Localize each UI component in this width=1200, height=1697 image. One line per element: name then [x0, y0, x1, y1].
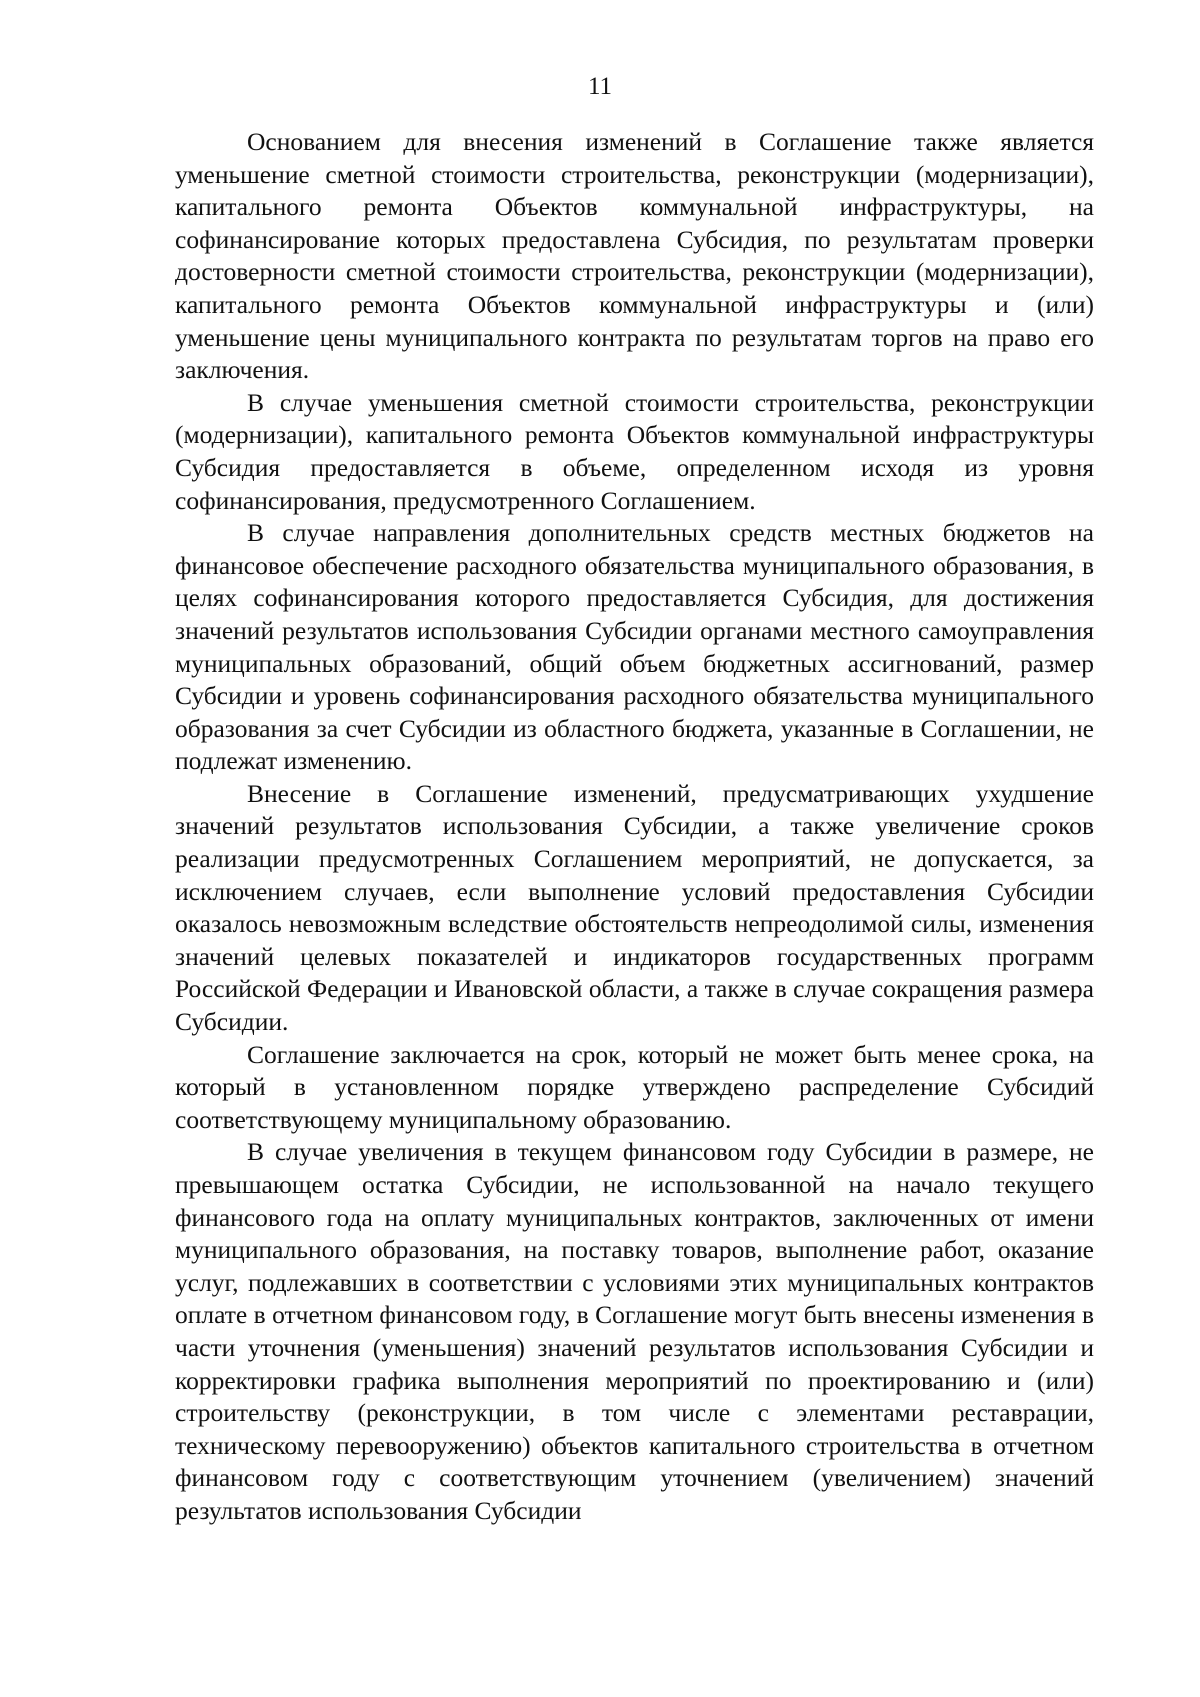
paragraph-amendment-basis: Основанием для внесения изменений в Соглашение также является уменьшение сметной стоимости строительства, реконструкции (модернизации), капитального ремонта Объектов коммунальной инфраструктуры, на софинансирование которых предоставлена Субсидия, по результатам проверки достоверности сметной стоимости строительства, реконструкции (модернизации), капитального ремонта Объектов коммунальной инфраструктуры и (или) уменьшение цены муниципального контракта по результатам торгов на право его заключения. [175, 127, 1094, 385]
paragraph-additional-funds: В случае направления дополнительных средств местных бюджетов на финансовое обеспечение расходного обязательства муниципального образования, в целях софинансирования которого предоставляется Субсидия, для достижения значений результатов использования Субсидии органами местного самоуправления муниципальных образований, общий объем бюджетных ассигнований, размер Субсидии и уровень софинансирования расходного обязательства муниципального образования за счет Субсидии из областного бюджета, указанные в Соглашении, не подлежат изменению. [175, 518, 1094, 776]
paragraph-subsidy-increase: В случае увеличения в текущем финансовом году Субсидии в размере, не превышающем остатка Субсидии, не использованной на начало текущего финансового года на оплату муниципальных контрактов, заключенных от имени муниципального образования, на поставку товаров, выполнение работ, оказание услуг, подлежавших в соответствии с условиями этих муниципальных контрактов оплате в отчетном финансовом году, в Соглашение могут быть внесены изменения в части уточнения (уменьшения) значений результатов использования Субсидии и корректировки графика выполнения мероприятий по проектированию и (или) строительству (реконструкции, в том числе с элементами реставрации, техническому перевооружению) объектов капитального строительства в отчетном финансовом году с соответствующим уточнением (увеличением) значений результатов использования Субсидии [175, 1137, 1094, 1525]
page-number: 11 [587, 73, 613, 100]
paragraph-cost-reduction: В случае уменьшения сметной стоимости строительства, реконструкции (модернизации), капитального ремонта Объектов коммунальной инфраструктуры Субсидия предоставляется в объеме, определенном исходя из уровня софинансирования, предусмотренного Соглашением. [175, 387, 1094, 515]
paragraph-agreement-term: Соглашение заключается на срок, который не может быть менее срока, на который в установленном порядке утверждено распределение Субсидий соответствующему муниципальному образованию. [175, 1039, 1094, 1134]
document-body [175, 126, 1094, 1528]
paragraph-prohibited-changes: Внесение в Соглашение изменений, предусматривающих ухудшение значений результатов использования Субсидии, а также увеличение сроков реализации предусмотренных Соглашением мероприятий, не допускается, за исключением случаев, если выполнение условий предоставления Субсидии оказалось невозможным вследствие обстоятельств непреодолимой силы, изменения значений целевых показателей и индикаторов государственных программ Российской Федерации и Ивановской области, а также в случае сокращения размера Субсидии. [175, 778, 1094, 1037]
